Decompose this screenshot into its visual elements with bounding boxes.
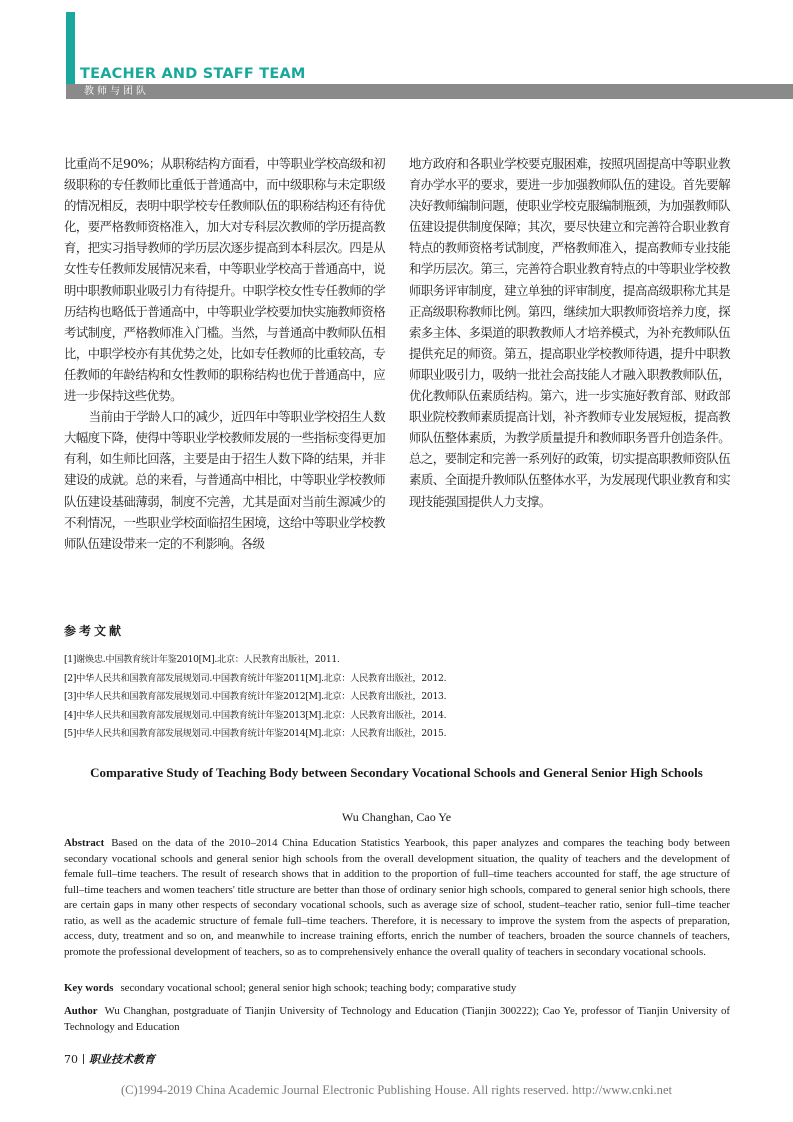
journal-name: 职业技术教育 [89, 1053, 155, 1066]
footer-separator [83, 1054, 84, 1064]
header-band [66, 84, 793, 99]
body-paragraph: 当前由于学龄人口的减少，近四年中等职业学校招生人数大幅度下降，使得中等职业学校教师发展的一些指标变得更加有利，如生师比回落，主要是由于招生人数下降的结果，并非建设的成就。总的来看，与普通高中相比，中等职业学校教师队伍建设基础薄弱，制度不完善，尤其是面对当前生源减少的不利情况，一些职业学校面临招生困境，这给中等职业学校教师队伍建设带来一定的不利影响。各级 [64, 409, 385, 551]
copyright-notice: (C)1994-2019 China Academic Journal Electronic Publishing House. All rights reserved. http://www.cnki.net [120, 1083, 673, 1097]
english-title: Comparative Study of Teaching Body between Secondary Vocational Schools and General Senior High Schools [90, 765, 703, 780]
page-footer [64, 1051, 155, 1067]
page-number: 70 [64, 1053, 78, 1066]
english-author-info [64, 1004, 730, 1035]
abstract-label: Abstract [64, 837, 105, 849]
author-label: Author [64, 1005, 98, 1017]
left-column [64, 153, 385, 554]
reference-item: [1]谢焕忠.中国教育统计年鉴2010[M].北京：人民教育出版社，2011. [64, 654, 340, 665]
right-column [409, 153, 730, 512]
keywords-text: secondary vocational school; general senior high schook; teaching body; comparative study [120, 982, 517, 994]
reference-item: [2]中华人民共和国教育部发展规划司.中国教育统计年鉴2011[M].北京：人民教育出版社，2012. [64, 672, 447, 684]
keywords-label: Key words [64, 982, 114, 994]
section-subtitle: 教师与团队 [84, 86, 149, 97]
reference-item: [5]中华人民共和国教育部发展规划司.中国教育统计年鉴2014[M].北京：人民教育出版社，2015. [64, 728, 447, 739]
references-list [64, 651, 664, 744]
english-keywords [64, 981, 730, 997]
reference-item: [3]中华人民共和国教育部发展规划司.中国教育统计年鉴2012[M].北京：人民教育出版社，2013. [64, 691, 447, 702]
english-abstract [64, 836, 730, 960]
abstract-text: Based on the data of the 2010–2014 China Education Statistics Yearbook, this paper analyzes and compares the teaching body between secondary vocational schools and general senior high schools from the overall development situation, the quality of teachers and the development of female full–time teachers. The result of research shows that in addition to the proportion of full–time teachers accounted for staff, the age structure of full–time teachers and women teachers' title structure are better than those of ordinary senior high schools, compared to general senior high schools, there are certain gaps in many other respects of secondary vocational schools, such as average size of school, student–teacher ratio, senior full–time teacher ratio, as well as the academic structure of female full–time teachers. Therefore, it is necessary to improve the system from the aspects of preparation, access, duty, treatment and so on, and meanwhile to increase training efforts, enrich the number of teachers, broaden the source channels of teachers, promote the professional development of teachers, so as to comprehensively enhance the overall quality of teachers in secondary vocational schools. [64, 837, 730, 958]
references-heading: 参考文献 [64, 624, 125, 638]
body-paragraph: 比重尚不足90%；从职称结构方面看，中等职业学校高级和初级职称的专任教师比重低于普通高中，而中级职称与未定职级的情况相反，表明中职学校专任教师队伍的职称结构还有待优化，要严格教师资格准入，加大对专科层次教师的学历提高教育，把实习指导教师的学历层次逐步提高到本科层次。四是从女性专任教师发展情况来看，中等职业学校高于普通高中，说明中职教师职业吸引力有待提升。中职学校女性专任教师的学历结构也略低于普通高中，中等职业学校要加快实施教师资格考试制度，严格教师准入门槛。当然，与普通高中教师队伍相比，中职学校亦有其优势之处，比如专任教师的比重较高，专任教师的年龄结构和女性教师的职称结构也优于普通高中，应进一步保持这些优势。 [64, 156, 385, 404]
body-paragraph: 地方政府和各职业学校要克服困难，按照巩固提高中等职业教育办学水平的要求，要进一步加强教师队伍的建设。首先要解决好教师编制问题，使职业学校克服编制瓶颈，为加强教师队伍建设提供制度保障；其次，要尽快建立和完善符合职业教育特点的教师资格考试制度，严格教师准入，提高教师专业技能和学历层次。第三，完善符合职业教育特点的中等职业学校教师职务评审制度，建立单独的评审制度，提高高级职称尤其是正高级职称教师比例。第四，继续加大职教师资培养力度，探索多主体、多渠道的职教教师人才培养模式，为补充教师队伍提供充足的师资。第五，提高职业学校教师待遇，提升中职教师职业吸引力，吸纳一批社会高技能人才融入职教教师队伍，优化教师队伍素质结构。第六，进一步实施好教育部、财政部职业院校教师素质提高计划，补齐教师专业发展短板，提高教师队伍整体素质，为教学质量提升和教师职务晋升创造条件。总之，要制定和完善一系列好的政策，切实提高职教师资队伍素质、全面提升教师队伍整体水平，为发展现代职业教育和实现技能强国提供人力支撑。 [409, 156, 730, 509]
author-text: Wu Changhan, postgraduate of Tianjin University of Technology and Education (Tianjin 300222); Cao Ye, professor of Tianjin University of Technology and Education [64, 1005, 730, 1033]
header-accent-bar [66, 12, 75, 85]
reference-item: [4]中华人民共和国教育部发展规划司.中国教育统计年鉴2013[M].北京：人民教育出版社，2014. [64, 709, 447, 721]
english-authors: Wu Changhan, Cao Ye [341, 810, 452, 824]
section-title: TEACHER AND STAFF TEAM [80, 66, 306, 82]
